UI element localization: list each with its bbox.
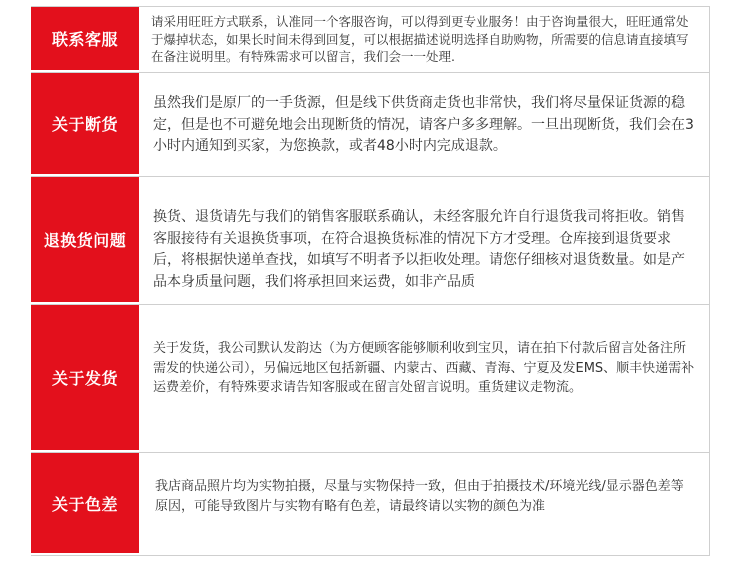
policy-row-shipping [31, 305, 710, 453]
policy-row-contact [31, 7, 710, 73]
policy-label: 关于断货 [31, 73, 139, 176]
policy-label: 退换货问题 [31, 177, 139, 304]
policy-text: 请采用旺旺方式联系，认准同一个客服咨询，可以得到更专业服务！由于咨询量很大，旺旺通常处于爆掉状态，如果长时间未得到回复，可以根据描述说明选择自助购物，所需要的信息请直接填写在备注说明里。有特殊需求可以留言，我们会一一处理. [151, 14, 689, 64]
policy-text-block [139, 177, 709, 304]
policy-text: 关于发货，我公司默认发韵达（为方便顾客能够顺利收到宝贝，请在拍下付款后留言处备注所需发的快递公司），另偏远地区包括新疆、内蒙古、西藏、青海、宁夏及发EMS、顺丰快递需补运费差价，有特殊要求请告知客服或在留言处留言说明。重货建议走物流。 [153, 341, 695, 395]
policy-text-block [139, 453, 709, 555]
policy-label: 关于发货 [31, 305, 139, 452]
policy-row-stockout [31, 73, 710, 177]
policy-text-block [139, 305, 709, 452]
policy-text: 换货、退货请先与我们的销售客服联系确认，未经客服允许自行退货我司将拒收。销售客服接待有关退换货事项，在符合退换货标准的情况下方才受理。仓库接到退货要求后，将根据快递单查找，如填写不明者予以拒收处理。请您仔细核对退货数量。如是产品本身质量问题，我们将承担回来运费，如非产品质 [153, 209, 685, 290]
policy-text-block [139, 7, 709, 72]
policy-row-color-difference [31, 453, 710, 556]
store-policy-table [31, 6, 710, 556]
policy-label: 联系客服 [31, 7, 139, 72]
policy-text-block [139, 73, 709, 176]
policy-text: 虽然我们是原厂的一手货源，但是线下供货商走货也非常快，我们将尽量保证货源的稳定，但是也不可避免地会出现断货的情况，请客户多多理解。一旦出现断货，我们会在3小时内通知到买家，为您换款，或者48小时内完成退款。 [153, 95, 694, 154]
policy-row-returns [31, 177, 710, 305]
policy-label: 关于色差 [31, 453, 139, 555]
policy-text: 我店商品照片均为实物拍摄，尽量与实物保持一致，但由于拍摄技术/环境光线/显示器色差等原因，可能导致图片与实物有略有色差，请最终请以实物的颜色为准 [155, 479, 684, 514]
